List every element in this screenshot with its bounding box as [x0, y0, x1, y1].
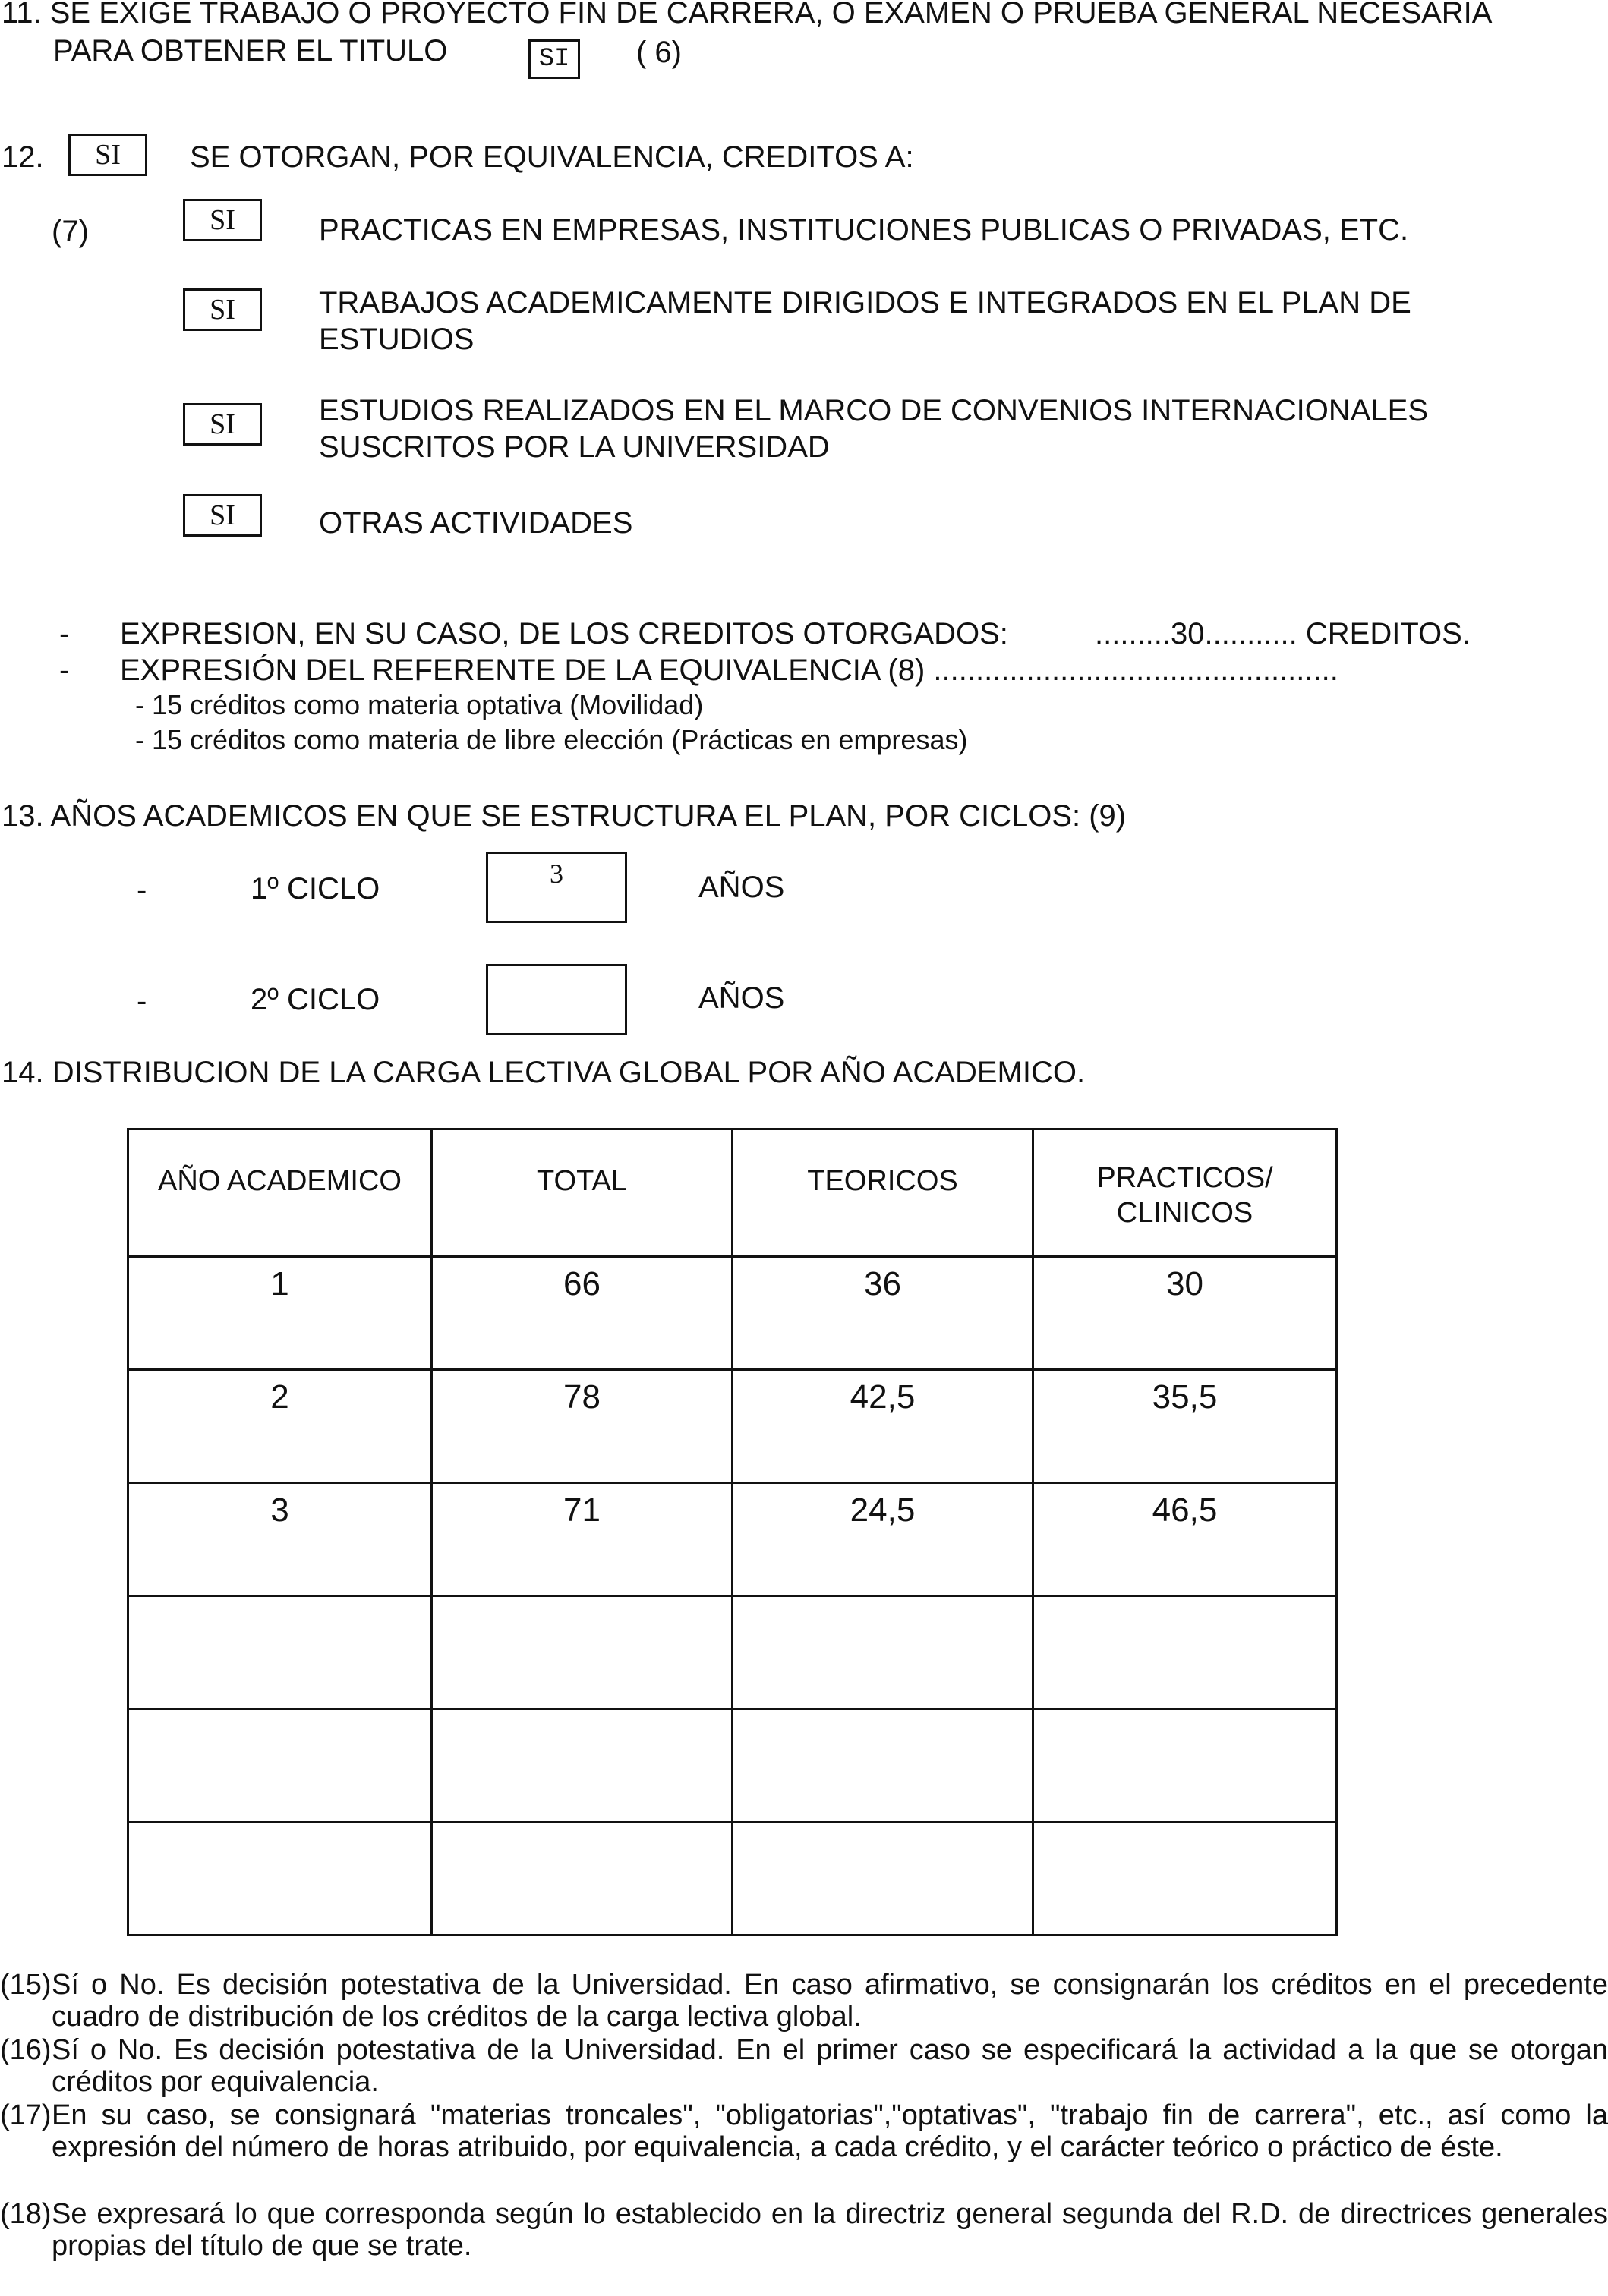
item11-ref: ( 6): [636, 36, 682, 69]
cell-practical: [1033, 1596, 1337, 1709]
footnote-17-text: En su caso, se consignará "materias troncales", "obligatorias","optativas", "trabajo fin de carrera", etc., así como la expresión del número de horas atribuido, por equivalencia, a cada crédito, y el carácter teórico o práctico de éste.: [52, 2099, 1608, 2163]
cell-theoretical: 24,5: [733, 1483, 1033, 1596]
cycle-2-dash: -: [137, 984, 147, 1018]
referent-item-2: - 15 créditos como materia de libre elección (Prácticas en empresas): [135, 724, 968, 755]
option-4-answer-box: SI: [183, 494, 262, 537]
cycle-1-years-value: 3: [550, 858, 563, 889]
item12-answer-box: SI: [68, 134, 147, 176]
option-3-answer-box: SI: [183, 403, 262, 446]
credits-value: .........30........... CREDITOS.: [1095, 617, 1471, 650]
header-theoretical: TEORICOS: [733, 1129, 1033, 1257]
table-header-row: [128, 1129, 1337, 1257]
footnote-18-text: Se expresará lo que corresponda según lo establecido en la directriz general segunda del R.D. de directrices generales propias del título de que se trate.: [52, 2198, 1608, 2262]
cell-total: [432, 1596, 733, 1709]
credits-dash: -: [59, 617, 70, 650]
cycle-2-years-box: [486, 964, 627, 1035]
item11-answer-box: SI: [528, 39, 580, 79]
table-row: [128, 1370, 1337, 1483]
load-distribution-table: [127, 1128, 1338, 1936]
cell-practical: 30: [1033, 1257, 1337, 1370]
item11-line1: 11. SE EXIGE TRABAJO O PROYECTO FIN DE CARRERA, O EXAMEN O PRUEBA GENERAL NECESARIA: [2, 0, 1493, 30]
cycle-1-label: 1º CICLO: [251, 872, 380, 905]
cell-year: 3: [128, 1483, 432, 1596]
cell-theoretical: [733, 1596, 1033, 1709]
cell-practical: 46,5: [1033, 1483, 1337, 1596]
cell-year: 2: [128, 1370, 432, 1483]
cell-practical: 35,5: [1033, 1370, 1337, 1483]
cell-total: [432, 1709, 733, 1822]
table-row: [128, 1257, 1337, 1370]
footnote-16-text: Sí o No. Es decisión potestativa de la Universidad. En el primer caso se especificará la actividad a la que se otorgan créditos por equivalencia.: [52, 2034, 1608, 2098]
referent-label: EXPRESIÓN DEL REFERENTE DE LA EQUIVALENCIA (8) ................................................: [120, 654, 1338, 687]
footnote-16-number: (16): [0, 2034, 52, 2066]
cell-theoretical: [733, 1822, 1033, 1935]
cell-theoretical: [733, 1709, 1033, 1822]
table-row: [128, 1709, 1337, 1822]
cycle-1-years-box: [486, 852, 627, 923]
item12-title: SE OTORGAN, POR EQUIVALENCIA, CREDITOS A:: [190, 140, 914, 174]
cycle-1-dash: -: [137, 874, 147, 907]
table-row: [128, 1822, 1337, 1935]
item12-number: 12.: [2, 140, 44, 174]
cycle-1-unit: AÑOS: [698, 871, 785, 904]
option-1-line1: PRACTICAS EN EMPRESAS, INSTITUCIONES PUBLICAS O PRIVADAS, ETC.: [319, 213, 1409, 247]
cell-practical: [1033, 1822, 1337, 1935]
option-4-line1: OTRAS ACTIVIDADES: [319, 506, 633, 540]
option-3-line2: SUSCRITOS POR LA UNIVERSIDAD: [319, 430, 830, 464]
footnote-17: [0, 2099, 1608, 2195]
cell-total: 66: [432, 1257, 733, 1370]
footnote-16: [0, 2034, 1608, 2098]
cell-theoretical: 42,5: [733, 1370, 1033, 1483]
header-total: TOTAL: [432, 1129, 733, 1257]
header-academic-year: AÑO ACADEMICO: [128, 1129, 432, 1257]
footnote-17-number: (17): [0, 2099, 52, 2131]
footnote-15: [0, 1969, 1608, 2033]
item13-title: 13. AÑOS ACADEMICOS EN QUE SE ESTRUCTURA EL PLAN, POR CICLOS: (9): [2, 799, 1127, 833]
cycle-2-unit: AÑOS: [698, 981, 785, 1015]
cell-theoretical: 36: [733, 1257, 1033, 1370]
item11-line2: PARA OBTENER EL TITULO: [53, 34, 448, 68]
cell-practical: [1033, 1709, 1337, 1822]
footnote-18-number: (18): [0, 2198, 52, 2230]
referent-item-1: - 15 créditos como materia optativa (Movilidad): [135, 689, 704, 720]
header-practical: PRACTICOS/ CLINICOS: [1033, 1129, 1337, 1257]
footnote-15-text: Sí o No. Es decisión potestativa de la Universidad. En caso afirmativo, se consignarán los créditos en el precedente cuadro de distribución de los créditos de la carga lectiva global.: [52, 1969, 1608, 2033]
table-row: [128, 1483, 1337, 1596]
cell-total: [432, 1822, 733, 1935]
footnote-15-number: (15): [0, 1969, 52, 2001]
cell-total: 71: [432, 1483, 733, 1596]
footnote-18: [0, 2198, 1608, 2266]
option-2-answer-box: SI: [183, 288, 262, 331]
item14-title: 14. DISTRIBUCION DE LA CARGA LECTIVA GLOBAL POR AÑO ACADEMICO.: [2, 1056, 1086, 1089]
referent-dash: -: [59, 654, 70, 687]
cell-year: 1: [128, 1257, 432, 1370]
credits-label: EXPRESION, EN SU CASO, DE LOS CREDITOS OTORGADOS:: [120, 617, 1008, 650]
cell-year: [128, 1709, 432, 1822]
option-2-line2: ESTUDIOS: [319, 323, 475, 356]
cell-year: [128, 1596, 432, 1709]
cycle-2-label: 2º CICLO: [251, 983, 380, 1016]
option-2-line1: TRABAJOS ACADEMICAMENTE DIRIGIDOS E INTEGRADOS EN EL PLAN DE: [319, 286, 1411, 320]
table-row: [128, 1596, 1337, 1709]
option-3-line1: ESTUDIOS REALIZADOS EN EL MARCO DE CONVENIOS INTERNACIONALES: [319, 394, 1429, 427]
cell-year: [128, 1822, 432, 1935]
item12-ref: (7): [52, 215, 89, 248]
option-1-answer-box: SI: [183, 199, 262, 241]
cell-total: 78: [432, 1370, 733, 1483]
